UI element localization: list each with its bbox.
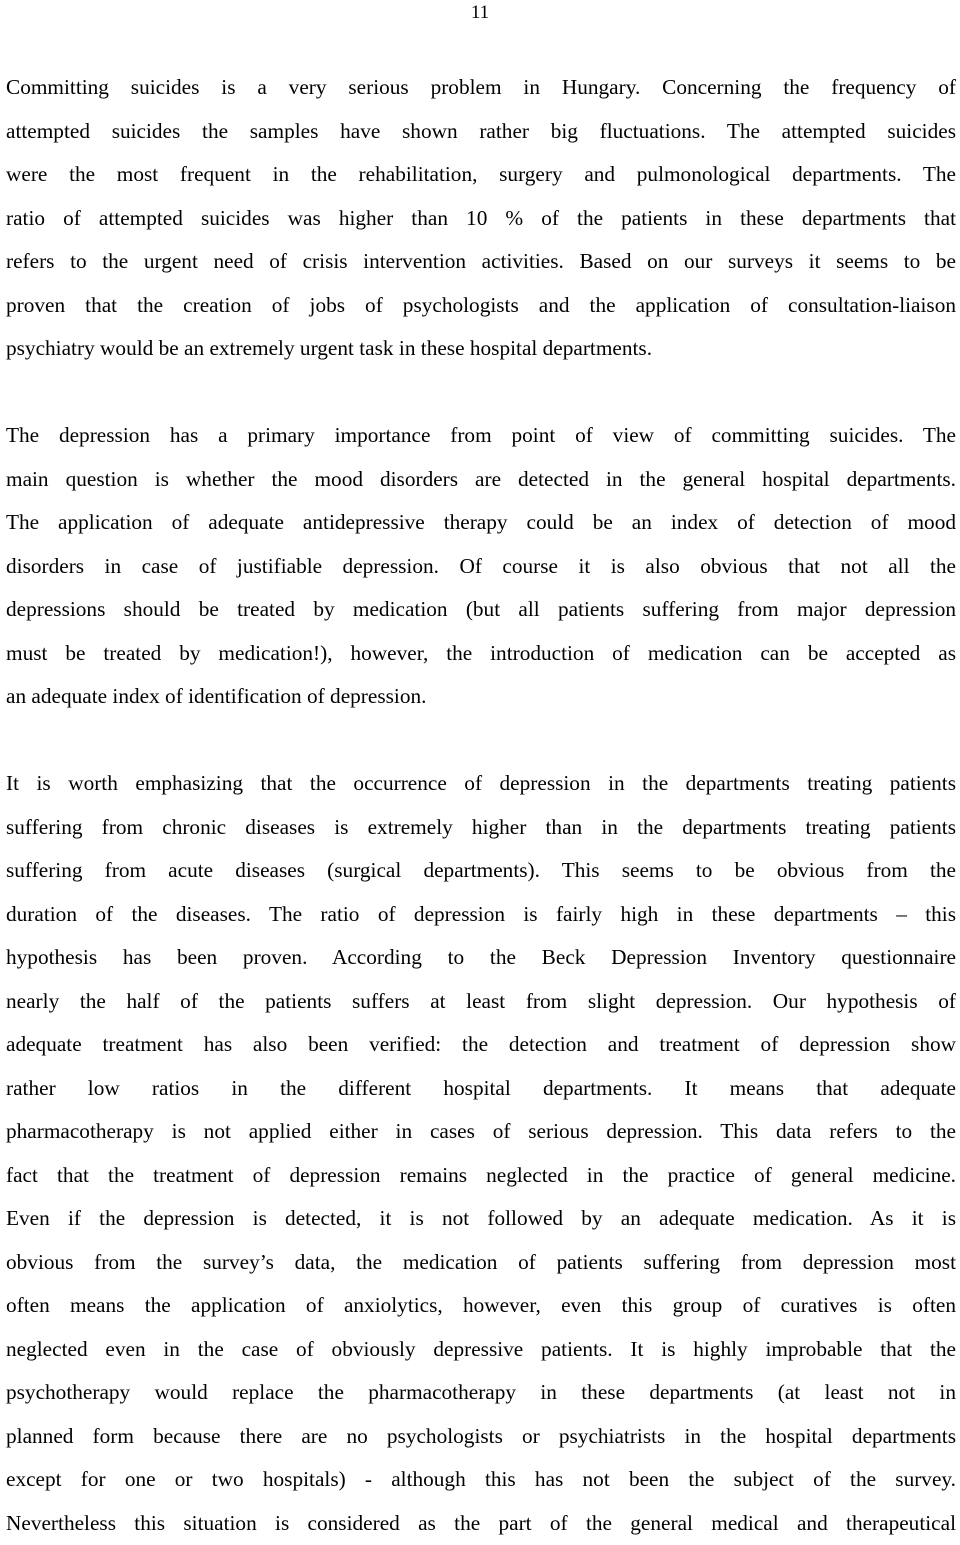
text-line: refers to the urgent need of crisis intervention activities. Based on our surveys it seems to be xyxy=(6,240,956,284)
paragraph-spacer xyxy=(6,371,956,415)
text-line: must be treated by medication!), however, the introduction of medication can be accepted as xyxy=(6,632,956,676)
text-line: ratio of attempted suicides was higher than 10 % of the patients in these departments that xyxy=(6,197,956,241)
text-line: rather low ratios in the different hospital departments. It means that adequate xyxy=(6,1067,956,1111)
text-line: proven that the creation of jobs of psychologists and the application of consultation-liaison xyxy=(6,284,956,328)
text-line: The depression has a primary importance from point of view of committing suicides. The xyxy=(6,414,956,458)
text-line: nearly the half of the patients suffers at least from slight depression. Our hypothesis of xyxy=(6,980,956,1024)
text-line: duration of the diseases. The ratio of depression is fairly high in these departments – this xyxy=(6,893,956,937)
paragraph-spacer xyxy=(6,719,956,763)
text-line: fact that the treatment of depression remains neglected in the practice of general medicine. xyxy=(6,1154,956,1198)
text-line: pharmacotherapy is not applied either in cases of serious depression. This data refers to the xyxy=(6,1110,956,1154)
text-line: were the most frequent in the rehabilitation, surgery and pulmonological departments. The xyxy=(6,153,956,197)
text-line: It is worth emphasizing that the occurrence of depression in the departments treating patients xyxy=(6,762,956,806)
text-line: main question is whether the mood disorders are detected in the general hospital departments. xyxy=(6,458,956,502)
text-line: adequate treatment has also been verified: the detection and treatment of depression show xyxy=(6,1023,956,1067)
paragraph-suicides xyxy=(6,66,956,371)
text-line: depressions should be treated by medication (but all patients suffering from major depression xyxy=(6,588,956,632)
text-line: psychotherapy would replace the pharmacotherapy in these departments (at least not in xyxy=(6,1371,956,1415)
text-line: attempted suicides the samples have shown rather big fluctuations. The attempted suicides xyxy=(6,110,956,154)
text-line: disorders in case of justifiable depression. Of course it is also obvious that not all the xyxy=(6,545,956,589)
text-line: hypothesis has been proven. According to the Beck Depression Inventory questionnaire xyxy=(6,936,956,980)
text-line: often means the application of anxiolytics, however, even this group of curatives is often xyxy=(6,1284,956,1328)
text-line: planned form because there are no psychologists or psychiatrists in the hospital departments xyxy=(6,1415,956,1459)
text-line: Even if the depression is detected, it is not followed by an adequate medication. As it is xyxy=(6,1197,956,1241)
text-line: The application of adequate antidepressive therapy could be an index of detection of mood xyxy=(6,501,956,545)
text-line: an adequate index of identification of depression. xyxy=(6,675,956,719)
text-line: suffering from acute diseases (surgical departments). This seems to be obvious from the xyxy=(6,849,956,893)
text-line: suffering from chronic diseases is extremely higher than in the departments treating patients xyxy=(6,806,956,850)
page-number: 11 xyxy=(460,2,500,24)
paragraph-depression-importance xyxy=(6,414,956,719)
text-line: Committing suicides is a very serious problem in Hungary. Concerning the frequency of xyxy=(6,66,956,110)
text-line: obvious from the survey’s data, the medication of patients suffering from depression most xyxy=(6,1241,956,1285)
document-body xyxy=(6,66,956,1545)
text-line: Nevertheless this situation is considered as the part of the general medical and therapeutical xyxy=(6,1502,956,1545)
text-line: neglected even in the case of obviously depressive patients. It is highly improbable that the xyxy=(6,1328,956,1372)
text-line: psychiatry would be an extremely urgent task in these hospital departments. xyxy=(6,327,956,371)
text-line: except for one or two hospitals) - although this has not been the subject of the survey. xyxy=(6,1458,956,1502)
paragraph-chronic-diseases xyxy=(6,762,956,1545)
